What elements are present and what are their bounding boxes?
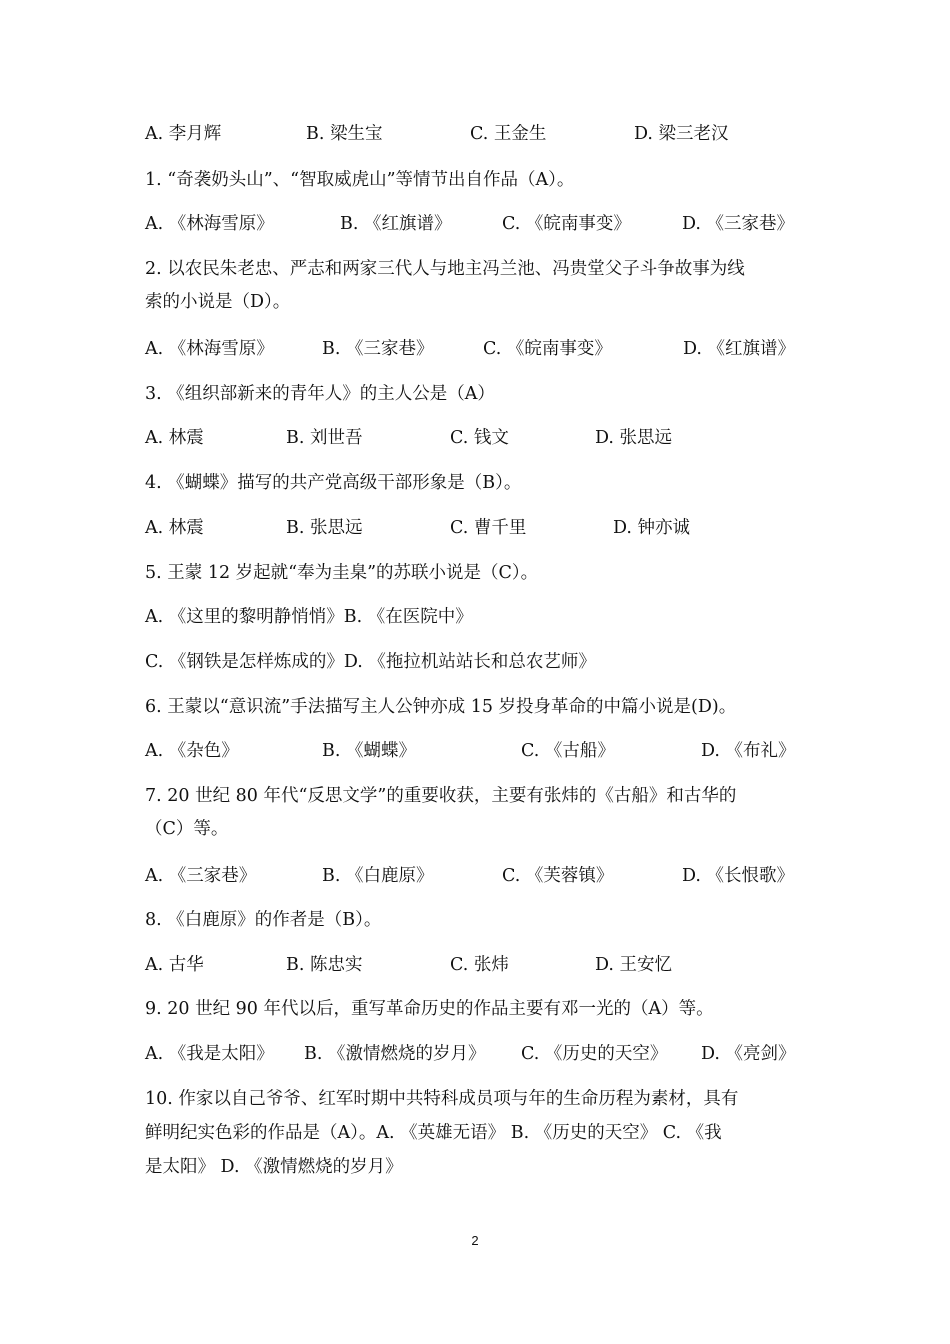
question-text: 8. 《白鹿原》的作者是（B）。: [145, 910, 382, 930]
option: A. 《林海雪原》: [145, 339, 274, 359]
option: B. 刘世吾: [286, 428, 363, 448]
question-text: 1. “奇袭奶头山”、“智取威虎山”等情节出自作品（A）。: [145, 170, 575, 190]
option: D. 梁三老汉: [634, 124, 729, 144]
question-text: 索的小说是（D）。: [145, 292, 291, 312]
option: C. 曹千里: [450, 518, 527, 538]
option: A. 李月辉: [145, 124, 222, 144]
option: A. 《杂色》: [145, 741, 239, 761]
option: B. 梁生宝: [306, 124, 383, 144]
option: A. 林震: [145, 428, 204, 448]
option: C. 《皖南事变》: [502, 214, 631, 234]
question-text: 鲜明纪实色彩的作品是（A）。A. 《英雄无语》 B. 《历史的天空》 C. 《我: [145, 1123, 722, 1143]
option-row: A. 《这里的黎明静悄悄》B. 《在医院中》: [145, 607, 473, 627]
option: A. 《三家巷》: [145, 866, 257, 886]
page-number: 2: [471, 1233, 479, 1248]
question-text: （C）等。: [145, 819, 229, 839]
question-text: 9. 20 世纪 90 年代以后，重写革命历史的作品主要有邓一光的（A）等。: [145, 999, 714, 1019]
option: B. 《红旗谱》: [340, 214, 452, 234]
question-text: 4. 《蝴蝶》描写的共产党高级干部形象是（B）。: [145, 473, 522, 493]
option: D. 钟亦诚: [613, 518, 691, 538]
question-text: 10. 作家以自己爷爷、红军时期中共特科成员项与年的生命历程为素材，具有: [145, 1089, 739, 1109]
option: B. 陈忠实: [286, 955, 363, 975]
option: C. 钱文: [450, 428, 509, 448]
option: A. 《我是太阳》: [145, 1044, 274, 1064]
option: B. 《激情燃烧的岁月》: [304, 1044, 486, 1064]
option: B. 《三家巷》: [322, 339, 434, 359]
option: D. 王安忆: [595, 955, 673, 975]
question-text: 是太阳》 D. 《激情燃烧的岁月》: [145, 1157, 403, 1177]
option: D. 《长恨歌》: [682, 866, 795, 886]
option: D. 《布礼》: [701, 741, 796, 761]
option: C. 张炜: [450, 955, 509, 975]
option: D. 《亮剑》: [701, 1044, 796, 1064]
option: C. 《皖南事变》: [483, 339, 612, 359]
option: D. 《红旗谱》: [683, 339, 796, 359]
option: C. 《芙蓉镇》: [502, 866, 614, 886]
option: D. 张思远: [595, 428, 673, 448]
question-text: 5. 王蒙 12 岁起就“奉为圭臬”的苏联小说是（C）。: [145, 563, 539, 583]
option: A. 古华: [145, 955, 204, 975]
option: C. 《历史的天空》: [521, 1044, 668, 1064]
option: A. 《林海雪原》: [145, 214, 274, 234]
option: D. 《三家巷》: [682, 214, 795, 234]
question-text: 6. 王蒙以“意识流”手法描写主人公钟亦成 15 岁投身革命的中篇小说是(D)。: [145, 697, 737, 717]
option: A. 林震: [145, 518, 204, 538]
option-row: C. 《钢铁是怎样炼成的》D. 《拖拉机站站长和总农艺师》: [145, 652, 596, 672]
option: C. 王金生: [470, 124, 547, 144]
question-text: 7. 20 世纪 80 年代“反思文学”的重要收获，主要有张炜的《古船》和古华的: [145, 786, 737, 806]
option: C. 《古船》: [521, 741, 615, 761]
question-text: 3. 《组织部新来的青年人》的主人公是（A）: [145, 384, 495, 404]
option: B. 《白鹿原》: [322, 866, 434, 886]
question-text: 2. 以农民朱老忠、严志和两家三代人与地主冯兰池、冯贵堂父子斗争故事为线: [145, 259, 745, 279]
option: B. 张思远: [286, 518, 363, 538]
option: B. 《蝴蝶》: [322, 741, 416, 761]
